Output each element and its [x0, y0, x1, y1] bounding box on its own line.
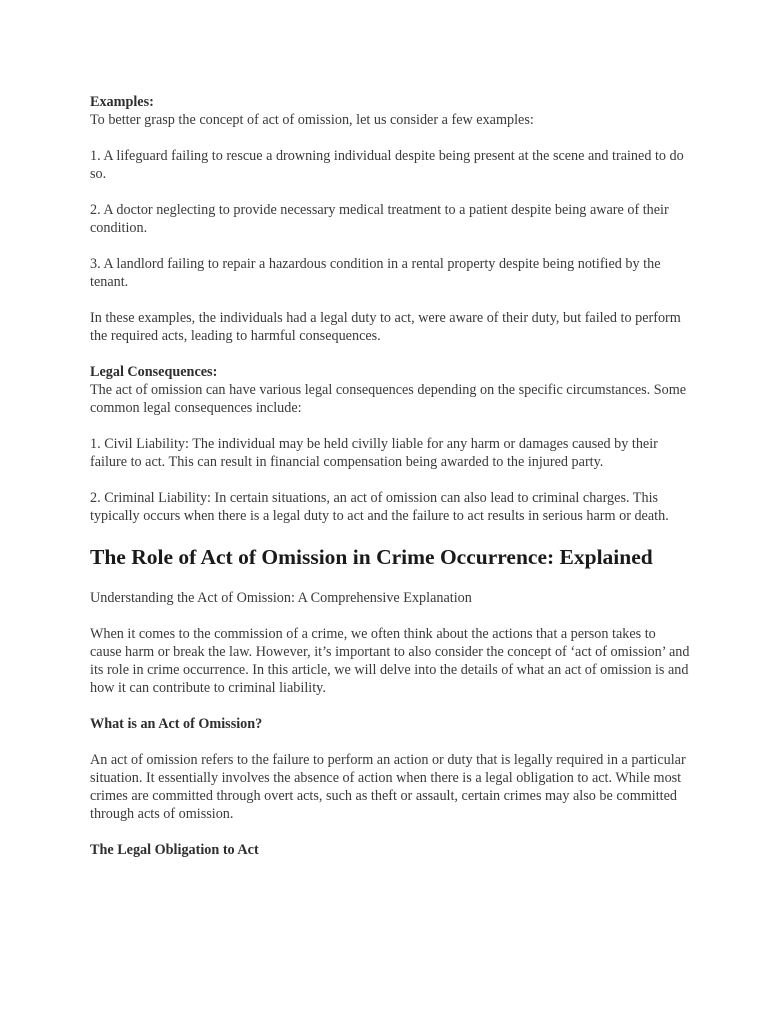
section-heading-what-is: What is an Act of Omission? [90, 716, 263, 732]
document-page [90, 93, 690, 877]
example-item-1: 1. A lifeguard failing to rescue a drowning individual despite being present at the scene and trained to do so. [90, 148, 684, 182]
legal-consequences-label: Legal Consequences: [90, 364, 218, 380]
article-title: The Role of Act of Omission in Crime Occurrence: Explained [90, 545, 653, 569]
consequence-item-2: 2. Criminal Liability: In certain situations, an act of omission can also lead to criminal charges. This typically occurs when there is a legal duty to act and the failure to act results in serious harm or death. [90, 490, 669, 524]
article-intro: When it comes to the commission of a crime, we often think about the actions that a person takes to cause harm or break the law. However, it’s important to also consider the concept of ‘act of omission’ and its role in crime occurrence. In this article, we will delve into the details of what an act of omission is and how it can contribute to criminal liability. [90, 626, 690, 696]
example-item-2: 2. A doctor neglecting to provide necessary medical treatment to a patient despite being aware of their condition. [90, 202, 669, 236]
section-body-what-is: An act of omission refers to the failure to perform an action or duty that is legally required in a particular situation. It essentially involves the absence of action when there is a legal obligation to act. While most crimes are committed through overt acts, such as theft or assault, certain crimes may also be committed through acts of omission. [90, 752, 686, 822]
examples-label: Examples: [90, 94, 154, 110]
example-item-3: 3. A landlord failing to repair a hazardous condition in a rental property despite being notified by the tenant. [90, 256, 661, 290]
section-heading-legal-obligation: The Legal Obligation to Act [90, 842, 259, 858]
examples-intro: To better grasp the concept of act of omission, let us consider a few examples: [90, 112, 534, 128]
consequence-item-1: 1. Civil Liability: The individual may be held civilly liable for any harm or damages caused by their failure to act. This can result in financial compensation being awarded to the injured party. [90, 436, 658, 470]
article-subtitle: Understanding the Act of Omission: A Comprehensive Explanation [90, 590, 472, 606]
examples-summary: In these examples, the individuals had a legal duty to act, were aware of their duty, but failed to perform the required acts, leading to harmful consequences. [90, 310, 681, 344]
legal-consequences-intro: The act of omission can have various legal consequences depending on the specific circumstances. Some common legal consequences include: [90, 382, 687, 416]
